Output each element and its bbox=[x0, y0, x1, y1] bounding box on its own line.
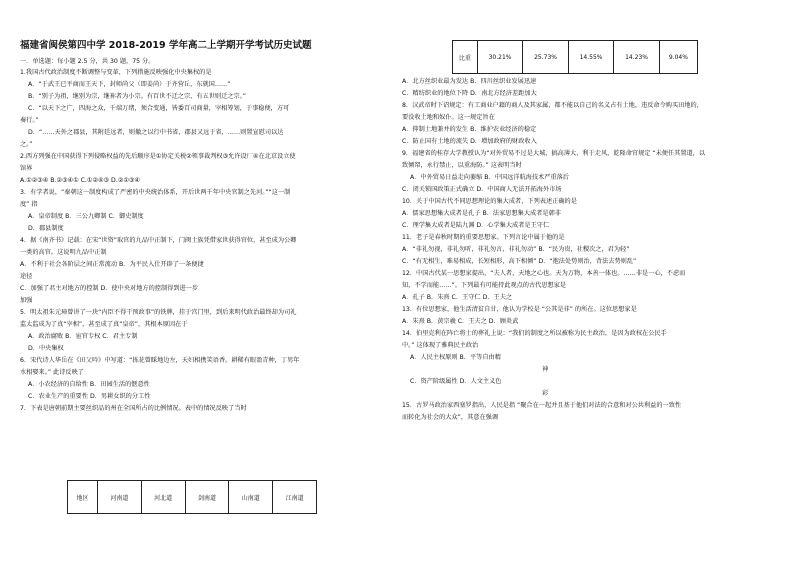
question-line: 度” 指 bbox=[20, 201, 38, 208]
question-line: 知，不学而能……”。下列最有可能持此观点的古代思想家是 bbox=[402, 282, 567, 289]
table-cell: 9.04% bbox=[659, 41, 697, 74]
table-cell: 地区 bbox=[68, 481, 98, 514]
option-line: A．政治腐败 B．宦官专权 C．君主专制 bbox=[28, 333, 138, 340]
option-line: C．闭关锁国政策正式确立 D．中国商人无法开拓海外市场 bbox=[402, 186, 562, 193]
option-line: D．“……天外之郡县，其附廷远者，则撤之以行中书省，郡县又远于省，……则置宣慰司以达 bbox=[28, 129, 284, 136]
question-line: 3．有学者说，“秦朝这一制度构成了严密的中央统治体系，开后世两千年中央官制之先河。”“这一制 bbox=[20, 189, 291, 196]
option-line: 加强 bbox=[20, 297, 33, 304]
option-line: A．“于武王已平商而王天下，封师尚父（即姜尚）于齐营丘，东就国……” bbox=[28, 81, 231, 88]
question-line: 7．下表是唐朝前期主要丝织品的州在全国所占的比例情况。表中的情况反映了当时 bbox=[20, 405, 247, 412]
option-line: D．中央集权 bbox=[28, 345, 64, 352]
question-line: 8．汉武帝时下诏规定：有工商业户籍的商人及其家属，都不能以自己的名义占有土地，违反命令购买田地的， bbox=[402, 102, 703, 109]
option-line: 之。” bbox=[20, 141, 33, 148]
option-line: A．“非礼勿视，非礼勿听，非礼勿言，非礼勿动” B．“民为贵，社稷次之，君为轻” bbox=[402, 246, 630, 253]
option-line: 奏行。” bbox=[20, 117, 39, 124]
question-line: 6．宋代诗人华岳在《田父吟》中写道：“拣花曾睬地边左，天妇相携笑语香。耕稀有眼盈青种，丁男年 bbox=[20, 357, 300, 364]
question-line: 监太监成为了真“宰相”，甚至成了真“皇帝”，其根本原因在于 bbox=[20, 321, 188, 328]
option-line: C．防止国有土地的流失 D．增加政府的财政收入 bbox=[402, 138, 537, 145]
q7-table-shares bbox=[452, 40, 698, 74]
question-line: 致倾帑，永行禁止，以重海防。” 这表明当时 bbox=[402, 162, 522, 169]
option-line: A．人民主权原则 B．平等自由精 bbox=[410, 354, 501, 361]
question-line: 一类的高官。这说明九品中正制 bbox=[20, 249, 107, 256]
option-line: C．加强了君主对地方的控制 D．使中央对地方的控制得到进一步 bbox=[20, 285, 199, 292]
option-line: A．朱熹 B．黄宗羲 C．王夫之 D．顾炎武 bbox=[402, 318, 519, 325]
table-cell: 14.23% bbox=[614, 41, 660, 74]
option-line: A．孔子 B．朱熹 C．王守仁 D．王夫之 bbox=[402, 294, 513, 301]
table-cell: 30.21% bbox=[477, 41, 523, 74]
option-line: C．资产阶级属性 D．人文主义色 bbox=[410, 378, 502, 385]
option-line: A．中外贸易日益走向萎缩 B．中国远洋航海技术严重落后 bbox=[410, 174, 569, 181]
option-line: C．精纺织业的地位下降 D．南北方经济差距加大 bbox=[402, 90, 537, 97]
table-cell: 山南道 bbox=[229, 481, 273, 514]
table-cell: 江南道 bbox=[273, 481, 317, 514]
question-line: 15．古罗马政治家西塞罗指出，人民是指 “聚合在一起并且基于他们对法的合意和对公共利益的一致性 bbox=[402, 402, 682, 409]
table-cell: 河北道 bbox=[141, 481, 185, 514]
question-line: 馆界 bbox=[20, 165, 33, 172]
table-cell: 比重 bbox=[453, 41, 478, 74]
question-line: 要没收土地和奴仆。这一规定旨在 bbox=[402, 114, 495, 121]
question-line: 10．关于中国古代不同思想理论的集大成者，下列表述正确的是 bbox=[402, 198, 577, 205]
table-cell: 25.73% bbox=[523, 41, 569, 74]
option-line: C．“以天下之广，四海之众，千端万绪，须合变通，皆委百司商量，宰相筹划，于事稳便，方可 bbox=[28, 105, 290, 112]
question-line: 中。” 这体现了雅典民主政治 bbox=[402, 342, 479, 349]
option-line: D．郡县制度 bbox=[28, 225, 64, 232]
section-header: 一．单选题：每小题 2.5 分，共 30 题，75 分。 bbox=[20, 58, 155, 65]
question-line: 水相娶来。” 此诗反映了 bbox=[20, 369, 84, 376]
option-line: 途径 bbox=[20, 273, 33, 280]
option-line: A.①②③④ B.②③④① C.①②④③ D.②①③④ bbox=[20, 177, 140, 184]
option-line: C．理学集大成者是陆九渊 D．心学集大成者是王守仁 bbox=[402, 222, 550, 229]
option-line: B．“别子为祖，继别为宗，继祢者为小宗。有百世不迁之宗，有五世则迁之宗。” bbox=[28, 93, 246, 100]
option-line: A．抑制土地兼并的发生 B．维护农业经济的稳定 bbox=[402, 126, 537, 133]
option-line: 神 bbox=[542, 366, 549, 373]
page-title: 福建省闽侯第四中学 2018-2019 学年高二上学期开学考试历史试题 bbox=[20, 40, 312, 51]
question-line: 5．明太祖朱元璋曾讲了一块“内臣不得干预政事”的铁牌，挂于宫门里，到后来明代政治最终却为司礼 bbox=[20, 309, 297, 316]
option-line: 彩 bbox=[542, 390, 549, 397]
option-line: C．“有无相生，难易相成，长短相形，高下相倾” D．“抱法处势则治，背法去势则乱” bbox=[402, 258, 637, 265]
q7-table-header bbox=[67, 480, 317, 514]
question-line: 13．有位思想家，他生活清贫自甘，他认为学校是 “公其是非” 的所在。这位思想家是 bbox=[402, 306, 637, 313]
table-cell: 河南道 bbox=[97, 481, 141, 514]
question-line: 14．伯里克利在阵亡将士的葬礼上说：“我们的制度之所以被称为民主政治，是因为政权在公民手 bbox=[402, 330, 667, 337]
table-cell: 剑南道 bbox=[185, 481, 229, 514]
option-line: A．不利于社会各阶层之间正常流动 B．为平民入仕开辟了一条便捷 bbox=[20, 261, 204, 268]
question-line: 9．福建省的桂存大学教授认为“对外贸易不过是大城，搞高薄大，利于走风，乾隆命官规定 “未便任其置道，以 bbox=[402, 150, 706, 157]
question-line: 11．老子是春秋时期的重要思想家。下列言论中属于他的是 bbox=[402, 234, 565, 241]
question-line: 1.我国古代政治制度不断调整与变革，下列措施反映强化中央集权的是 bbox=[20, 69, 212, 76]
question-line: 12．中国古代某一思想家提出，“夫人者，天地之心也。天为万物，本善一体也。……非是一心，不虑而 bbox=[402, 270, 686, 277]
question-line: 2.西方列强在中国获得下列侵略权益的先后顺序是①协定关税②领事裁判权③允许设厂④在北京设立使 bbox=[20, 153, 296, 160]
option-line: A．小农经济的自给性 B．田园生活的惬意性 bbox=[28, 381, 150, 388]
option-line: A．儒家思想集大成者是孔子 B．法家思想集大成者是韩非 bbox=[402, 210, 561, 217]
option-line: A．皇帝制度 B．三公九卿制 C．御史制度 bbox=[28, 213, 144, 220]
option-line: C．农业生产的重要性 D．男耕女织的分工性 bbox=[28, 393, 151, 400]
question-line: 4．据《南齐书》记载：在宋“世资”取官的九品中正制下，门阀士族凭借家世获得官位，甚至成为公卿 bbox=[20, 237, 297, 244]
question-line: 而转化为社会的大众”，其意在强调 bbox=[402, 414, 499, 421]
table-cell: 14.55% bbox=[568, 41, 614, 74]
option-line: A．北方丝织业最为发达 B．四川丝织业发展迅速 bbox=[402, 78, 537, 85]
